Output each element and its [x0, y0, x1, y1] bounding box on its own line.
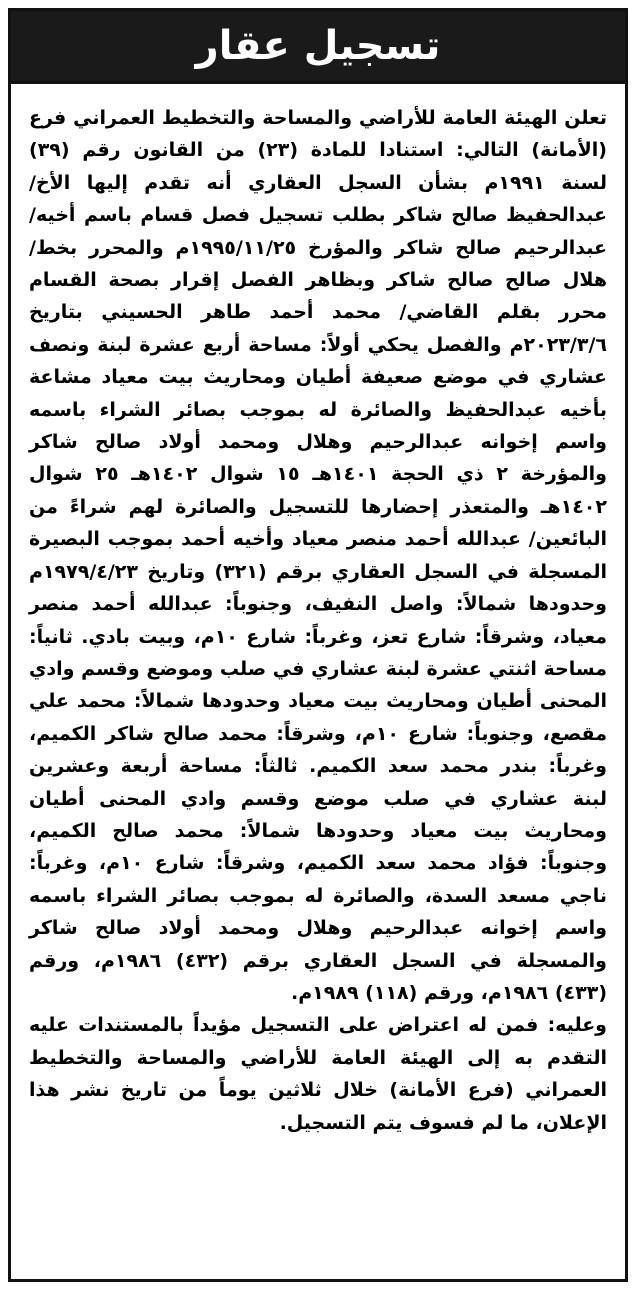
legal-notice-box [8, 8, 628, 1282]
notice-body [11, 84, 625, 1139]
notice-paragraph-objection: وعليه: فمن له اعتراض على التسجيل مؤيداً بالمستندات عليه التقدم به إلى الهيئة العامة للأراضي والمساحة والتخطيط العمراني (فرع الأمانة) خلال ثلاثين يوماً من تاريخ نشر هذا الإعلان، ما لم فسوف يتم التسجيل. [29, 1014, 607, 1134]
notice-title: تسجيل عقار [195, 23, 441, 69]
notice-header [11, 11, 625, 84]
notice-paragraph-main: تعلن الهيئة العامة للأراضي والمساحة والتخطيط العمراني فرع (الأمانة) التالي: استنادا للمادة (٢٣) من القانون رقم (٣٩) لسنة ١٩٩١م بشأن السجل العقاري أنه تقدم إليها الأخ/ عبدالحفيظ صالح شاكر بطلب تسجيل فصل قسام باسم أخيه/ عبدالرحيم صالح شاكر والمؤرخ ١٩٩٥/١١/٢٥م والمحرر بخط/ هلال صالح صالح شاكر وبظاهر الفصل إقرار بصحة القسام محرر بقلم القاضي/ محمد أحمد طاهر الحسيني بتاريخ ٢٠٢٣/٣/٦م والفصل يحكي أولاً: مساحة أربع عشرة لبنة ونصف عشاري في موضع صعيفة أطيان ومحاريث بيت معياد مشاعة بأخيه عبدالحفيظ والصائرة له بموجب بصائر الشراء باسمه واسم إخوانه عبدالرحيم وهلال ومحمد أولاد صالح شاكر والمؤرخة ٢ ذي الحجة ١٤٠١هـ ١٥ شوال ١٤٠٢هـ ٢٥ شوال ١٤٠٢هـ والمتعذر إحضارها للتسجيل والصائرة لهم شراءً من البائعين/ عبدالله أحمد منصر معياد وأخيه أحمد بموجب البصيرة المسجلة في السجل العقاري برقم (٣٢١) وتاريخ ١٩٧٩/٤/٢٣م وحدودها شمالاً: واصل النفيف، وجنوباً: عبدالله أحمد منصر معياد، وشرقاً: شارع تعز، وغرباً: شارع ١٠م، وبيت بادي. ثانياً: مساحة اثنتي عشرة لبنة عشاري في صلب وموضع وقسم وادي المحنى أطيان ومحاريث بيت معياد وحدودها شمالاً: محمد علي مقصع، وجنوباً: شارع ١٠م، وشرقاً: محمد صالح شاكر الكميم، وغرباً: بندر محمد سعد الكميم. ثالثاً: مساحة أربعة وعشرين لبنة عشاري في صلب موضع وقسم وادي المحنى أطيان ومحاريث بيت معياد وحدودها شمالاً: محمد صالح الكميم، وجنوباً: فؤاد محمد سعد الكميم، وشرقاً: شارع ١٠م، وغرباً: ناجي مسعد السدة، والصائرة له بموجب بصائر الشراء باسمه واسم إخوانه عبدالرحيم وهلال ومحمد أولاد صالح شاكر والمسجلة في السجل العقاري برقم (٤٣٢) ١٩٨٦م، ورقم (٤٣٣) ١٩٨٦م، ورقم (١١٨) ١٩٨٩م. [29, 107, 608, 1004]
